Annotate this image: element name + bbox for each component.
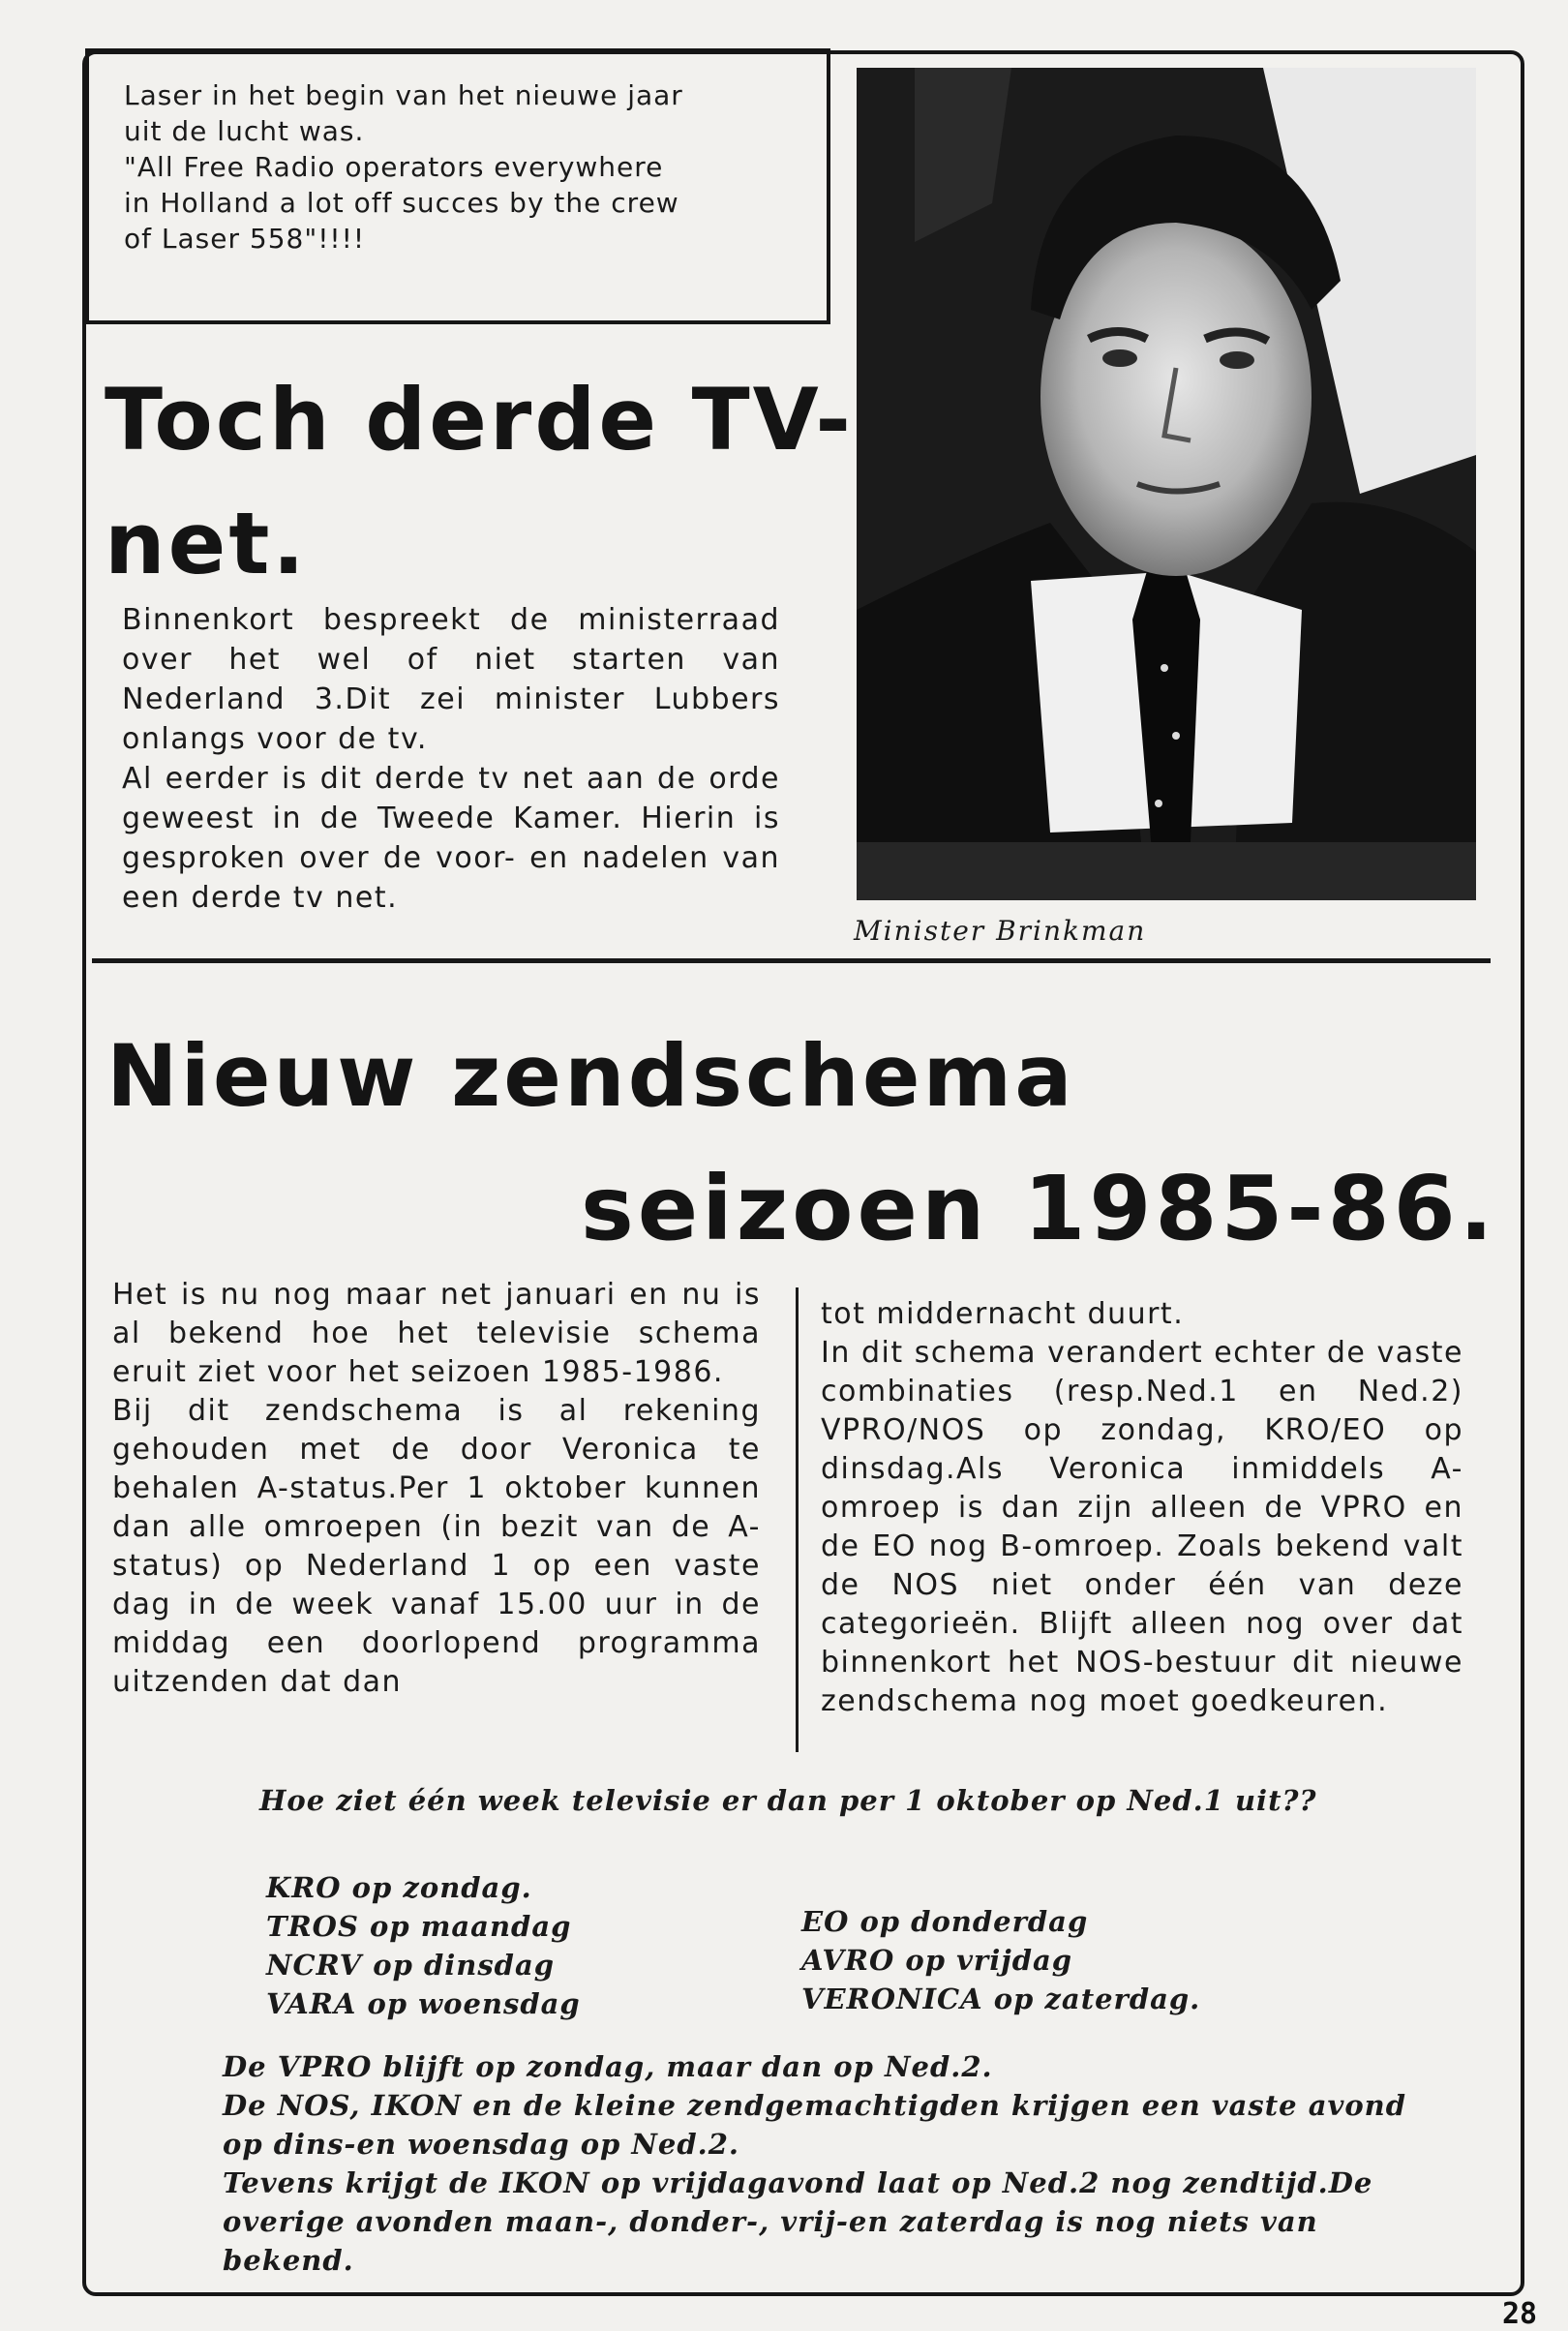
schema-paragraph: tot middernacht duurt. <box>821 1297 1185 1331</box>
tv-article-headline: Toch derde TV-net. <box>105 370 854 593</box>
portrait-illustration <box>857 68 1476 900</box>
schedule-list-right <box>801 1902 1200 2018</box>
schedule-item: AVRO op vrijdag <box>801 1944 1073 1977</box>
schedule-footer-notes <box>223 2047 1423 2280</box>
tv-paragraph: Al eerder is dit derde tv net aan de orde geweest in de Tweede Kamer. Hierin is gesproken over de voor- en nadelen van een derde tv net. <box>122 762 780 915</box>
schema-paragraph: Het is nu nog maar net januari en nu is al bekend hoe het televisie schema eruit ziet voor het seizoen 1985-1986. <box>112 1278 761 1389</box>
photo-caption: Minister Brinkman <box>854 915 1147 947</box>
schedule-item: VARA op woensdag <box>266 1987 581 2020</box>
schema-headline-line2: seizoen 1985-86. <box>581 1157 1497 1260</box>
schedule-item: EO op donderdag <box>801 1905 1089 1938</box>
intro-box <box>85 48 830 324</box>
schedule-item: TROS op maandag <box>266 1910 572 1943</box>
footer-note: De NOS, IKON en de kleine zendgemachtigden krijgen een vaste avond op dins-en woensdag op Ned.2. <box>223 2089 1407 2161</box>
schema-paragraph: Bij dit zendschema is al rekening gehouden met de door Veronica te behalen A-status.Per 1 oktober kunnen dan alle omroepen (in bezit van de A-status) op Nederland 1 op een vaste dag in de week vanaf 15.00 uur in de middag een doorlopend programma uitzenden dat dan <box>112 1394 761 1699</box>
schema-right-column <box>821 1295 1463 1721</box>
schedule-question: Hoe ziet één week televisie er dan per 1 oktober op Ned.1 uit?? <box>259 1784 1317 1817</box>
intro-text: Laser in het begin van het nieuwe jaar uit de lucht was. "All Free Radio operators everywhere in Holland a lot off succes by the crew of Laser 558"!!!! <box>124 79 683 255</box>
schedule-item: VERONICA op zaterdag. <box>801 1983 1201 2015</box>
column-rule <box>796 1287 799 1752</box>
minister-photo <box>857 68 1476 900</box>
page-number: 28 <box>1502 2297 1538 2331</box>
tv-article-body <box>122 600 780 918</box>
section-divider <box>92 958 1491 963</box>
schedule-item: NCRV op dinsdag <box>266 1949 556 1982</box>
schema-headline-line1: Nieuw zendschema <box>106 1026 1075 1126</box>
tv-paragraph: Binnenkort bespreekt de ministerraad over het wel of niet starten van Nederland 3.Dit zei minister Lubbers onlangs voor de tv. <box>122 603 780 756</box>
schedule-item: KRO op zondag. <box>266 1871 532 1904</box>
footer-note: De VPRO blijft op zondag, maar dan op Ned.2. <box>223 2050 993 2083</box>
schema-paragraph: In dit schema verandert echter de vaste combinaties (resp.Ned.1 en Ned.2) VPRO/NOS op zondag, KRO/EO op dinsdag.Als Veronica inmiddels A-omroep is dan zijn alleen de VPRO en de EO nog B-omroep. Zoals bekend valt de NOS niet onder één van deze categorieën. Blijft alleen nog over dat binnenkort het NOS-bestuur dit nieuwe zendschema nog moet goedkeuren. <box>821 1336 1463 1718</box>
footer-note: Tevens krijgt de IKON op vrijdagavond laat op Ned.2 nog zendtijd.De overige avonden maan-, donder-, vrij-en zaterdag is nog niets van bekend. <box>223 2166 1373 2277</box>
schedule-list-left <box>266 1868 581 2023</box>
schema-left-column <box>112 1276 761 1702</box>
